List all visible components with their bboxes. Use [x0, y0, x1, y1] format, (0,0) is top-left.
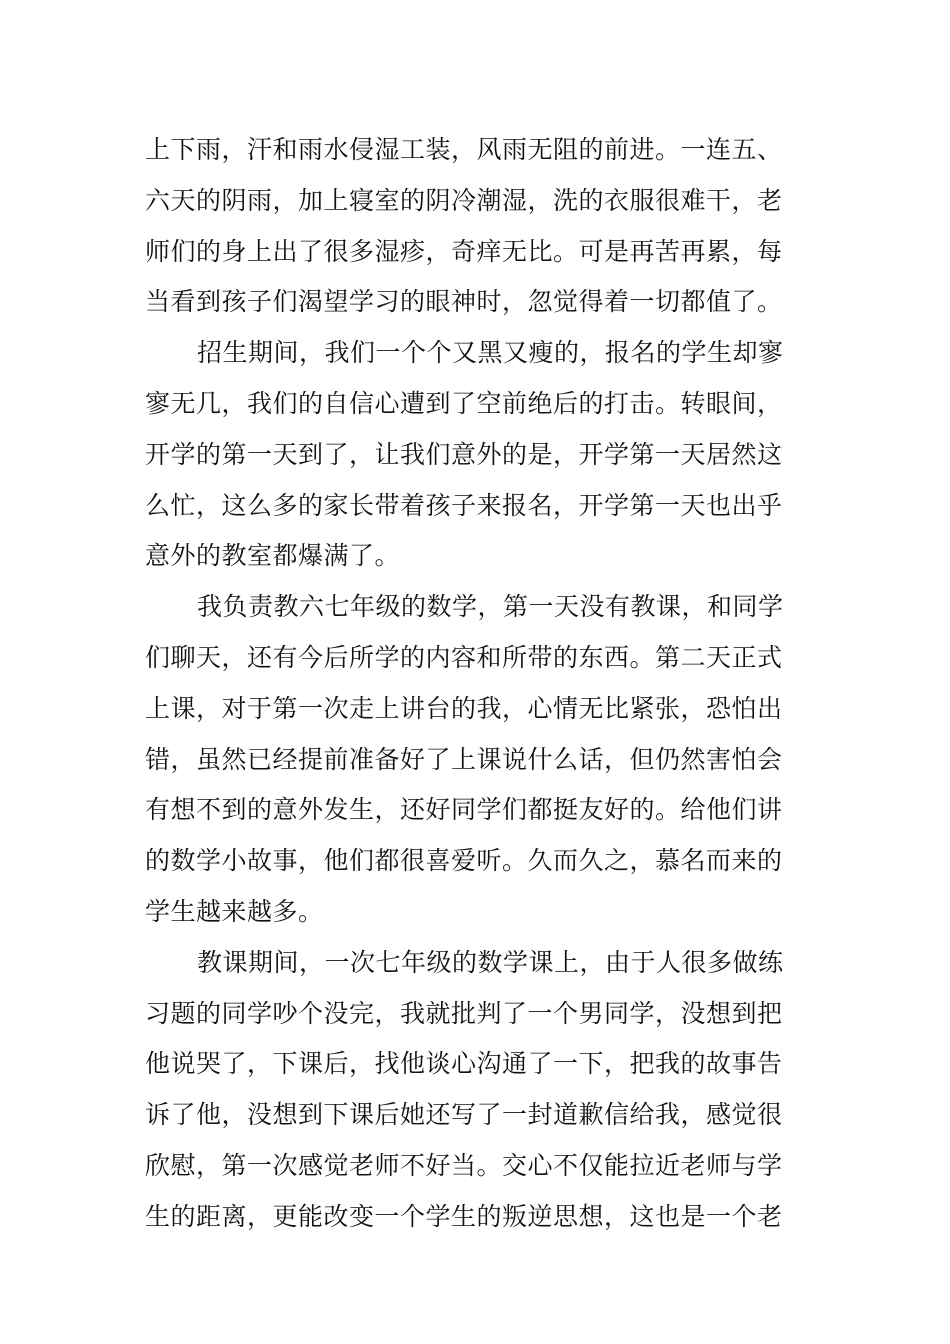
text-line: 六天的阴雨，加上寝室的阴冷潮湿，洗的衣服很难干，老 [145, 185, 783, 215]
text-line: 错，虽然已经提前准备好了上课说什么话，但仍然害怕会 [145, 744, 783, 774]
text-line: 师们的身上出了很多湿疹，奇痒无比。可是再苦再累，每 [145, 236, 783, 266]
text-line: 习题的同学吵个没完，我就批判了一个男同学，没想到把 [145, 998, 783, 1028]
paragraph-first-line: 教课期间，一次七年级的数学课上，由于人很多做练 [197, 947, 784, 977]
text-line: 上下雨，汗和雨水侵湿工装，风雨无阻的前进。一连五、 [145, 135, 783, 164]
text-line: 欣慰，第一次感觉老师不好当。交心不仅能拉近老师与学 [145, 1150, 783, 1180]
text-line: 诉了他，没想到下课后她还写了一封道歉信给我，感觉很 [145, 1100, 783, 1130]
text-line: 学生越来越多。 [145, 896, 324, 926]
text-line: 么忙，这么多的家长带着孩子来报名，开学第一天也出乎 [145, 490, 783, 520]
text-line: 的数学小故事，他们都很喜爱听。久而久之，慕名而来的 [145, 846, 783, 876]
text-line: 开学的第一天到了，让我们意外的是，开学第一天居然这 [145, 439, 783, 469]
text-line: 生的距离，更能改变一个学生的叛逆思想，这也是一个老 [145, 1201, 783, 1231]
text-line: 他说哭了，下课后，找他谈心沟通了一下，把我的故事告 [145, 1049, 783, 1079]
paragraph-first-line: 招生期间，我们一个个又黑又瘦的，报名的学生却寥 [197, 338, 784, 368]
text-line: 当看到孩子们渴望学习的眼神时，忽觉得着一切都值了。 [145, 287, 783, 317]
text-line: 们聊天，还有今后所学的内容和所带的东西。第二天正式 [145, 642, 783, 672]
text-line: 寥无几，我们的自信心遭到了空前绝后的打击。转眼间， [145, 388, 783, 418]
body-text [145, 125, 810, 1243]
paragraph-first-line: 我负责教六七年级的数学，第一天没有教课，和同学 [197, 592, 784, 622]
text-line: 有想不到的意外发生，还好同学们都挺友好的。给他们讲 [145, 795, 783, 825]
text-line: 意外的教室都爆满了。 [145, 541, 401, 571]
text-line: 上课，对于第一次走上讲台的我，心情无比紧张，恐怕出 [145, 693, 783, 723]
